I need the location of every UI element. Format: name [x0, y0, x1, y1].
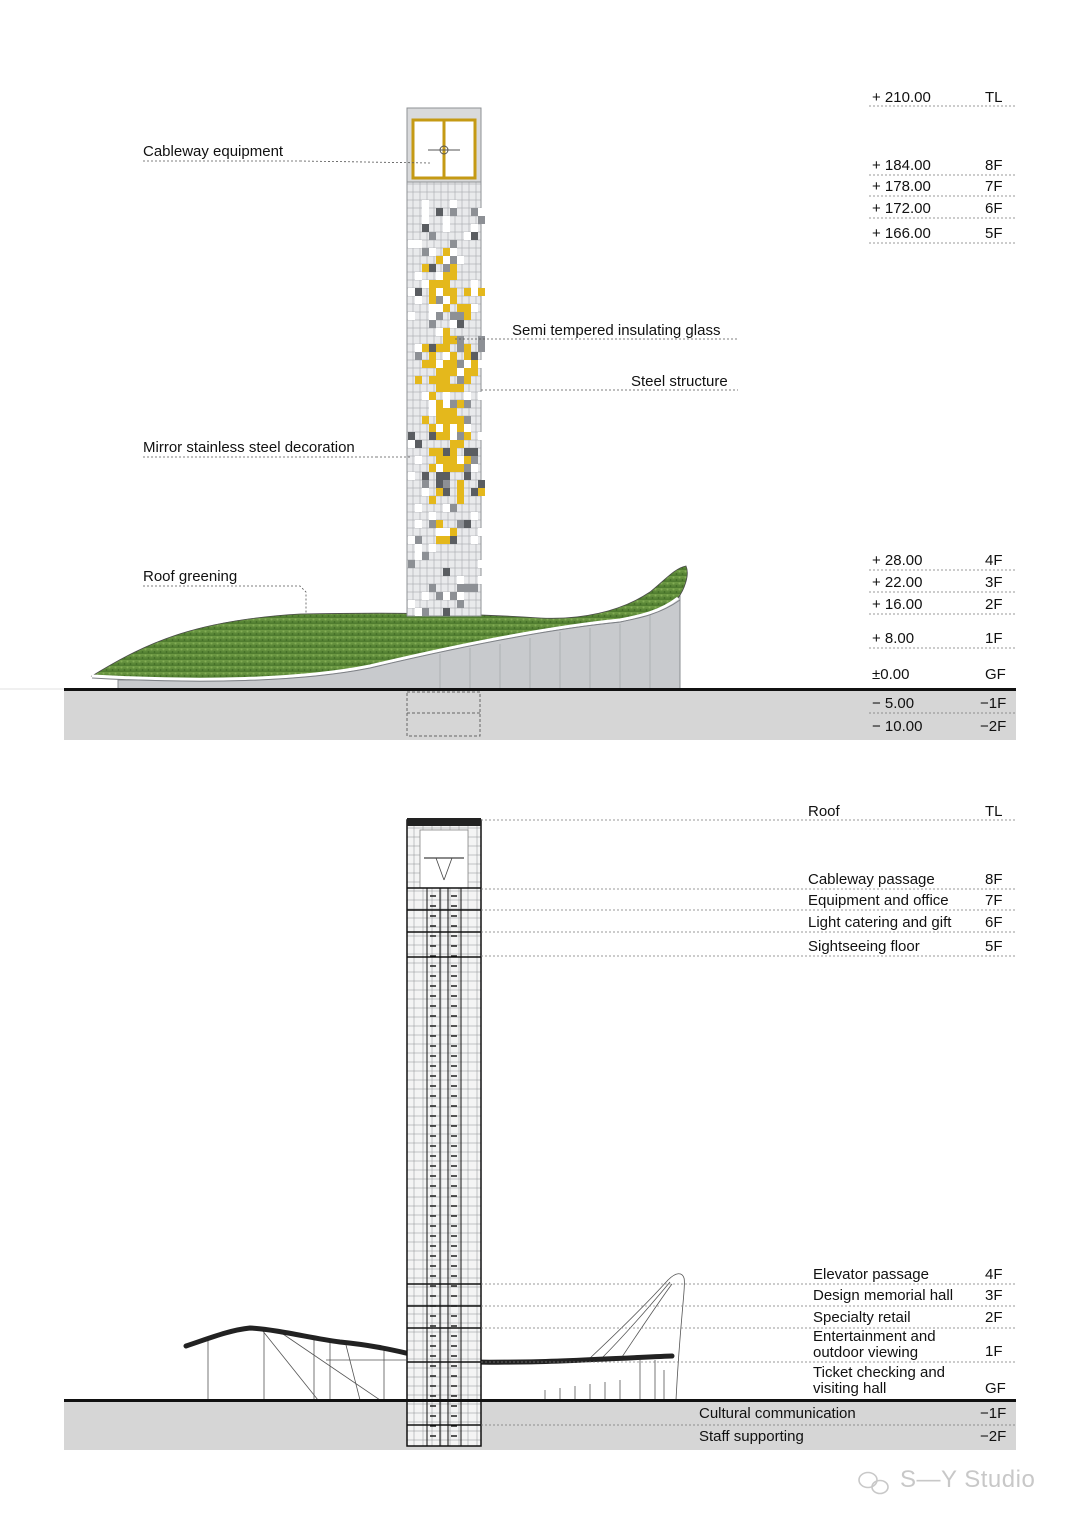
- facade-panel: [478, 344, 485, 352]
- facade-panel: [408, 472, 415, 480]
- section-tower: [407, 818, 481, 1446]
- facade-panel: [464, 456, 471, 464]
- facade-panel: [429, 320, 436, 328]
- section-level-floor: TL: [985, 803, 1003, 820]
- facade-panel: [464, 376, 471, 384]
- facade-panel: [443, 216, 450, 224]
- facade-panel: [429, 496, 436, 504]
- facade-panel: [415, 552, 422, 560]
- facade-panel: [429, 432, 436, 440]
- facade-panel: [422, 552, 429, 560]
- facade-panel: [436, 480, 443, 488]
- facade-panel: [443, 376, 450, 384]
- facade-panel: [443, 256, 450, 264]
- facade-panel: [443, 448, 450, 456]
- facade-panel: [464, 368, 471, 376]
- section-level-name: Roof: [808, 803, 840, 820]
- facade-panel: [443, 472, 450, 480]
- facade-panel: [429, 344, 436, 352]
- facade-panel: [408, 440, 415, 448]
- facade-panel: [443, 384, 450, 392]
- level-floor: 2F: [985, 596, 1003, 613]
- facade-panel: [443, 304, 450, 312]
- facade-panel: [422, 608, 429, 616]
- facade-panel: [457, 456, 464, 464]
- facade-panel: [478, 560, 485, 568]
- facade-panel: [450, 208, 457, 216]
- facade-panel: [429, 392, 436, 400]
- facade-panel: [457, 384, 464, 392]
- facade-panel: [429, 520, 436, 528]
- facade-panel: [436, 344, 443, 352]
- facade-panel: [443, 328, 450, 336]
- section-ground-line: [64, 1399, 1016, 1402]
- facade-panel: [408, 432, 415, 440]
- facade-panel: [464, 432, 471, 440]
- facade-panel: [443, 248, 450, 256]
- level-floor: 1F: [985, 630, 1003, 647]
- facade-panel: [436, 416, 443, 424]
- callout-mirror-steel: Mirror stainless steel decoration: [143, 439, 355, 456]
- facade-panel: [436, 432, 443, 440]
- section-level-name: Staff supporting: [699, 1428, 804, 1445]
- level-floor: TL: [985, 89, 1003, 106]
- level-height: − 10.00: [872, 718, 923, 735]
- facade-panel: [450, 320, 457, 328]
- facade-panel: [443, 336, 450, 344]
- level-height: + 22.00: [872, 574, 923, 591]
- section-level-name: Cableway passage: [808, 871, 935, 888]
- facade-panel: [457, 480, 464, 488]
- facade-panel: [443, 488, 450, 496]
- facade-panel: [422, 344, 429, 352]
- facade-panel: [471, 224, 478, 232]
- facade-panel: [450, 248, 457, 256]
- level-height: − 5.00: [872, 695, 915, 712]
- facade-panel: [450, 400, 457, 408]
- facade-panel: [478, 288, 485, 296]
- facade-panel: [443, 536, 450, 544]
- facade-panel: [436, 296, 443, 304]
- facade-panel: [457, 584, 464, 592]
- facade-panel: [450, 440, 457, 448]
- section-level-name: Specialty retail: [813, 1309, 911, 1326]
- facade-panel: [457, 344, 464, 352]
- facade-panel: [422, 592, 429, 600]
- facade-panel: [422, 200, 429, 208]
- facade-panel: [457, 304, 464, 312]
- facade-panel: [443, 224, 450, 232]
- section-level-name: Equipment and office: [808, 892, 949, 909]
- facade-panel: [415, 520, 422, 528]
- facade-panel: [471, 288, 478, 296]
- facade-panel: [450, 264, 457, 272]
- facade-panel: [478, 336, 485, 344]
- facade-panel: [450, 592, 457, 600]
- facade-panel: [422, 224, 429, 232]
- facade-panel: [464, 448, 471, 456]
- facade-panel: [429, 248, 436, 256]
- level-floor: −1F: [980, 695, 1007, 712]
- facade-panel: [443, 504, 450, 512]
- facade-panel: [415, 296, 422, 304]
- facade-panel: [471, 360, 478, 368]
- facade-panel: [450, 296, 457, 304]
- facade-panel: [429, 376, 436, 384]
- facade-panel: [415, 440, 422, 448]
- facade-panel: [443, 360, 450, 368]
- facade-panel: [436, 536, 443, 544]
- facade-panel: [450, 528, 457, 536]
- facade-panel: [436, 312, 443, 320]
- facade-panel: [457, 600, 464, 608]
- facade-panel: [422, 248, 429, 256]
- level-height: + 8.00: [872, 630, 915, 647]
- level-floor: 6F: [985, 200, 1003, 217]
- facade-panel: [450, 360, 457, 368]
- facade-panel: [415, 456, 422, 464]
- facade-panel: [450, 240, 457, 248]
- facade-panel: [471, 536, 478, 544]
- facade-panel: [429, 512, 436, 520]
- facade-panel: [429, 408, 436, 416]
- level-floor: −2F: [980, 718, 1007, 735]
- facade-panel: [429, 312, 436, 320]
- facade-panel: [422, 480, 429, 488]
- facade-panel: [429, 448, 436, 456]
- facade-panel: [471, 512, 478, 520]
- facade-panel: [450, 288, 457, 296]
- facade-panel: [450, 456, 457, 464]
- facade-panel: [457, 376, 464, 384]
- facade-panel: [422, 488, 429, 496]
- section-level-floor: 6F: [985, 914, 1003, 931]
- facade-panel: [443, 352, 450, 360]
- facade-panel: [429, 400, 436, 408]
- facade-panel: [436, 472, 443, 480]
- facade-panel: [443, 464, 450, 472]
- facade-panel: [422, 216, 429, 224]
- section-level-floor: 2F: [985, 1309, 1003, 1326]
- facade-panel: [443, 344, 450, 352]
- facade-panel: [464, 424, 471, 432]
- facade-panel: [429, 232, 436, 240]
- facade-panel: [464, 392, 471, 400]
- facade-panel: [443, 608, 450, 616]
- facade-panel: [471, 448, 478, 456]
- facade-panel: [443, 280, 450, 288]
- facade-panel: [429, 584, 436, 592]
- facade-panel: [457, 464, 464, 472]
- facade-panel: [443, 264, 450, 272]
- facade-panel: [408, 600, 415, 608]
- level-floor: GF: [985, 666, 1006, 683]
- facade-panel: [408, 288, 415, 296]
- facade-panel: [422, 472, 429, 480]
- section-level-floor: 1F: [985, 1343, 1003, 1360]
- facade-panel: [436, 360, 443, 368]
- wechat-icon: [859, 1473, 888, 1494]
- section-level-floor: 8F: [985, 871, 1003, 888]
- level-floor: 3F: [985, 574, 1003, 591]
- facade-panel: [436, 384, 443, 392]
- facade-panel: [450, 272, 457, 280]
- facade-panel: [478, 392, 485, 400]
- facade-panel: [457, 336, 464, 344]
- facade-panel: [450, 312, 457, 320]
- level-height: + 178.00: [872, 178, 931, 195]
- level-floor: 7F: [985, 178, 1003, 195]
- facade-panel: [443, 568, 450, 576]
- facade-panel: [408, 312, 415, 320]
- facade-panel: [478, 208, 485, 216]
- level-height: ±0.00: [872, 666, 910, 683]
- facade-panel: [457, 432, 464, 440]
- facade-panel: [422, 280, 429, 288]
- facade-panel: [464, 360, 471, 368]
- facade-panel: [478, 488, 485, 496]
- facade-panel: [422, 208, 429, 216]
- facade-panel: [415, 272, 422, 280]
- facade-panel: [457, 368, 464, 376]
- facade-panel: [436, 280, 443, 288]
- facade-panel: [450, 432, 457, 440]
- facade-panel: [464, 464, 471, 472]
- callout-roof-greening: Roof greening: [143, 568, 238, 585]
- facade-panel: [471, 352, 478, 360]
- facade-panel: [436, 328, 443, 336]
- facade-panel: [457, 520, 464, 528]
- facade-panel: [457, 488, 464, 496]
- facade-panel: [457, 576, 464, 584]
- facade-panel: [415, 240, 422, 248]
- facade-panel: [443, 432, 450, 440]
- facade-panel: [464, 400, 471, 408]
- facade-panel: [478, 216, 485, 224]
- facade-panel: [471, 280, 478, 288]
- facade-panel: [443, 288, 450, 296]
- facade-panel: [457, 360, 464, 368]
- section-level-floor: −2F: [980, 1428, 1007, 1445]
- facade-panel: [464, 416, 471, 424]
- facade-panel: [429, 296, 436, 304]
- facade-panel: [443, 368, 450, 376]
- facade-panel: [415, 352, 422, 360]
- facade-panel: [478, 480, 485, 488]
- facade-panel: [464, 304, 471, 312]
- facade-panel: [471, 304, 478, 312]
- facade-panel: [471, 584, 478, 592]
- facade-panel: [450, 464, 457, 472]
- facade-panel: [443, 272, 450, 280]
- facade-panel: [450, 448, 457, 456]
- section-level-floor: GF: [985, 1380, 1006, 1397]
- facade-panel: [436, 304, 443, 312]
- section-underground-band: [64, 1402, 1016, 1450]
- facade-panel: [450, 424, 457, 432]
- facade-panel: [436, 464, 443, 472]
- facade-panel: [471, 488, 478, 496]
- callout-steel-structure: Steel structure: [631, 373, 728, 390]
- facade-panel: [436, 520, 443, 528]
- section-level-name: Ticket checking and visiting hall: [813, 1364, 946, 1397]
- facade-panel: [457, 592, 464, 600]
- facade-panel: [457, 400, 464, 408]
- facade-panel: [415, 544, 422, 552]
- facade-panel: [436, 208, 443, 216]
- facade-panel: [471, 368, 478, 376]
- facade-panel: [450, 408, 457, 416]
- facade-panel: [429, 264, 436, 272]
- facade-panel: [457, 320, 464, 328]
- facade-panel: [443, 296, 450, 304]
- facade-panel: [443, 480, 450, 488]
- facade-panel: [443, 592, 450, 600]
- section-level-floor: −1F: [980, 1405, 1007, 1422]
- facade-panel: [429, 280, 436, 288]
- facade-panel: [436, 376, 443, 384]
- facade-panel: [408, 560, 415, 568]
- level-height: + 172.00: [872, 200, 931, 217]
- facade-panel: [436, 368, 443, 376]
- facade-panel: [450, 504, 457, 512]
- facade-panel: [415, 288, 422, 296]
- facade-panel: [415, 536, 422, 544]
- callout-cableway-equipment: Cableway equipment: [143, 143, 284, 160]
- facade-panel: [422, 264, 429, 272]
- facade-panel: [436, 408, 443, 416]
- facade-panel: [450, 352, 457, 360]
- section-level-floor: 3F: [985, 1287, 1003, 1304]
- facade-panel: [443, 528, 450, 536]
- facade-panel: [415, 344, 422, 352]
- facade-panel: [450, 200, 457, 208]
- section-level-name: Entertainment and outdoor viewing: [813, 1328, 936, 1361]
- level-height: + 184.00: [872, 157, 931, 174]
- facade-panel: [415, 376, 422, 384]
- facade-panel: [457, 256, 464, 264]
- elevation-tower: [407, 108, 485, 616]
- section-level-name: Design memorial hall: [813, 1287, 954, 1304]
- facade-panel: [471, 464, 478, 472]
- facade-panel: [464, 344, 471, 352]
- facade-panel: [471, 208, 478, 216]
- facade-panel: [443, 456, 450, 464]
- facade-panel: [457, 440, 464, 448]
- facade-panel: [429, 464, 436, 472]
- facade-panel: [450, 368, 457, 376]
- facade-panel: [464, 520, 471, 528]
- facade-panel: [436, 456, 443, 464]
- facade-panel: [429, 288, 436, 296]
- facade-panel: [450, 536, 457, 544]
- level-height: + 28.00: [872, 552, 923, 569]
- level-height: + 210.00: [872, 89, 931, 106]
- level-floor: 5F: [985, 225, 1003, 242]
- elevation-drawing: [0, 106, 1016, 740]
- facade-panel: [457, 416, 464, 424]
- facade-panel: [457, 312, 464, 320]
- facade-panel: [450, 416, 457, 424]
- facade-panel: [464, 312, 471, 320]
- section-level-name: Sightseeing floor: [808, 938, 920, 955]
- facade-panel: [429, 304, 436, 312]
- section-level-floor: 5F: [985, 938, 1003, 955]
- facade-panel: [471, 232, 478, 240]
- facade-panel: [443, 392, 450, 400]
- facade-panel: [450, 384, 457, 392]
- section-level-name: Light catering and gift: [808, 914, 952, 931]
- level-height: + 166.00: [872, 225, 931, 242]
- facade-panel: [464, 288, 471, 296]
- facade-panel: [443, 416, 450, 424]
- facade-panel: [464, 584, 471, 592]
- facade-panel: [436, 488, 443, 496]
- facade-panel: [422, 392, 429, 400]
- facade-panel: [478, 576, 485, 584]
- facade-panel: [478, 432, 485, 440]
- section-level-name: Cultural communication: [699, 1405, 856, 1422]
- facade-panel: [478, 528, 485, 536]
- facade-panel: [436, 448, 443, 456]
- facade-panel: [436, 424, 443, 432]
- facade-panel: [408, 536, 415, 544]
- facade-panel: [415, 608, 422, 616]
- watermark: S—Y Studio: [900, 1466, 1036, 1493]
- level-floor: 8F: [985, 157, 1003, 174]
- facade-panel: [408, 240, 415, 248]
- facade-panel: [450, 336, 457, 344]
- facade-panel: [443, 424, 450, 432]
- facade-panel: [443, 400, 450, 408]
- section-level-floor: 4F: [985, 1266, 1003, 1283]
- facade-panel: [436, 272, 443, 280]
- facade-panel: [436, 288, 443, 296]
- callout-insulating-glass: Semi tempered insulating glass: [512, 322, 721, 339]
- facade-panel: [422, 360, 429, 368]
- facade-panel: [464, 472, 471, 480]
- facade-panel: [450, 256, 457, 264]
- facade-panel: [464, 352, 471, 360]
- facade-panel: [422, 416, 429, 424]
- section-level-floor: 7F: [985, 892, 1003, 909]
- facade-panel: [436, 592, 443, 600]
- facade-panel: [464, 232, 471, 240]
- facade-panel: [429, 424, 436, 432]
- facade-panel: [429, 544, 436, 552]
- facade-panel: [436, 528, 443, 536]
- facade-panel: [429, 352, 436, 360]
- level-height: + 16.00: [872, 596, 923, 613]
- facade-panel: [478, 360, 485, 368]
- facade-panel: [429, 360, 436, 368]
- ground-line: [64, 688, 1016, 691]
- facade-panel: [471, 456, 478, 464]
- facade-panel: [415, 504, 422, 512]
- facade-panel: [457, 496, 464, 504]
- level-floor: 4F: [985, 552, 1003, 569]
- facade-panel: [443, 408, 450, 416]
- facade-panel: [457, 424, 464, 432]
- facade-panel: [436, 256, 443, 264]
- section-level-name: Elevator passage: [813, 1266, 929, 1283]
- facade-panel: [436, 400, 443, 408]
